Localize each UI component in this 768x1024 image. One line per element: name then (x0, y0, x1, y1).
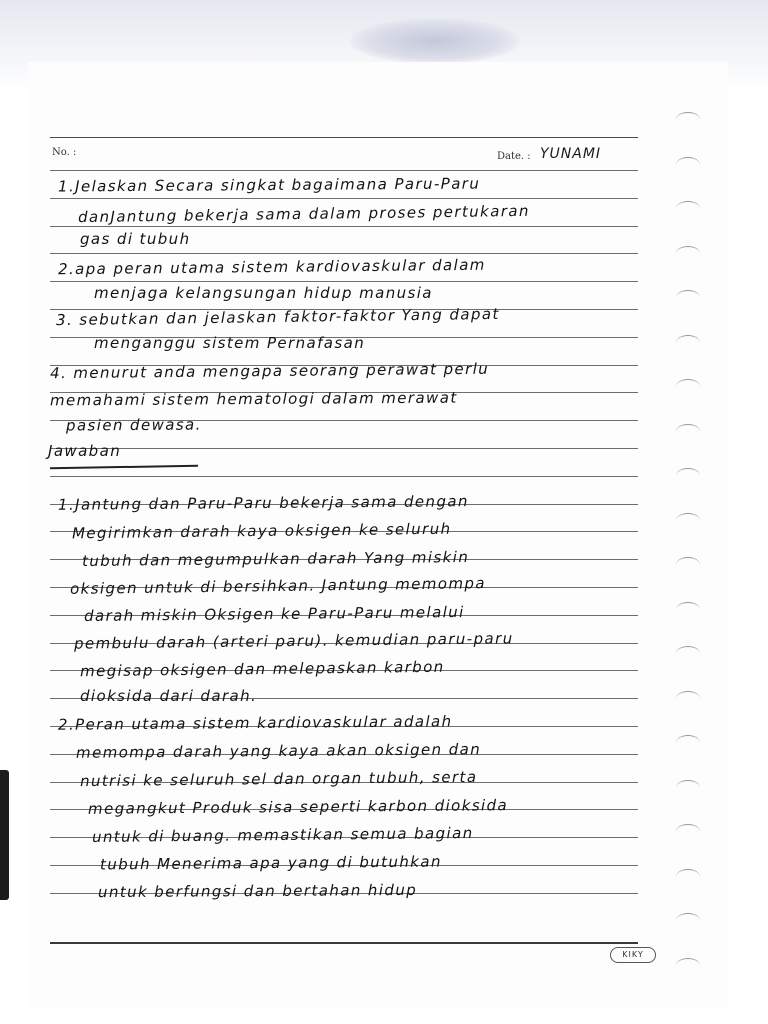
text-line: 1.Jantung dan Paru-Paru bekerja sama dengan (57, 492, 469, 514)
ruled-line (50, 226, 638, 227)
binding-hole (676, 157, 700, 172)
ruled-line (50, 448, 638, 449)
text-line: 1.Jelaskan Secara singkat bagaimana Paru-Paru (57, 174, 481, 196)
binding-hole (676, 246, 700, 261)
binding-hole (676, 424, 700, 439)
text-line: oksigen untuk di bersihkan. Jantung memompa (69, 574, 487, 598)
binding-hole (676, 112, 700, 127)
text-line: untuk berfungsi dan bertahan hidup (97, 880, 418, 902)
text-line: 4. menurut anda mengapa seorang perawat perlu (49, 359, 490, 383)
binding-hole (676, 735, 700, 750)
text-line: megisap oksigen dan melepaskan karbon (79, 657, 445, 681)
text-line: megangkut Produk sisa seperti karbon dioksida (87, 796, 509, 818)
no-label: No. : (52, 147, 77, 158)
text-line: pasien dewasa. (65, 415, 202, 435)
binding-hole (676, 958, 700, 973)
text-line: untuk di buang. memastikan semua bagian (91, 824, 474, 846)
date-label: Date. : (497, 151, 531, 162)
text-line: Megirimkan darah kaya oksigen ke seluruh (71, 519, 452, 543)
binding-hole (676, 468, 700, 483)
ruled-line (50, 476, 638, 477)
text-line: menganggu sistem Pernafasan (94, 334, 366, 352)
text-line: darah miskin Oksigen ke Paru-Paru melalui (83, 603, 465, 625)
binding-hole (676, 201, 700, 216)
ruled-line (50, 253, 638, 254)
text-line: memahami sistem hematologi dalam merawat (49, 388, 458, 410)
text-line: nutrisi ke seluruh sel dan organ tubuh, serta (79, 767, 478, 791)
bottom-rule (50, 942, 638, 944)
binding-hole (676, 602, 700, 617)
binding-hole (676, 913, 700, 928)
text-line: pembulu darah (arteri paru). kemudian paru-paru (73, 629, 514, 653)
ruled-line (50, 281, 638, 282)
binding-hole (676, 290, 700, 305)
binding-hole (676, 379, 700, 394)
text-line: 3. sebutkan dan jelaskan faktor-faktor Yang dapat (55, 304, 500, 330)
text-line: tubuh dan megumpulkan darah Yang miskin (81, 547, 470, 571)
binding-holes (670, 100, 710, 980)
binding-hole (676, 780, 700, 795)
binding-hole (676, 869, 700, 884)
binding-hole (676, 557, 700, 572)
text-line: danJantung bekerja sama dalam proses pertukaran (77, 201, 530, 227)
binding-hole (676, 335, 700, 350)
text-line: tubuh Menerima apa yang di butuhkan (99, 852, 442, 874)
dark-edge (0, 770, 9, 900)
binding-hole (676, 646, 700, 661)
brand-logo: KIKY (610, 947, 656, 963)
text-line: dioksida dari darah. (80, 687, 258, 705)
text-line: gas di tubuh (80, 230, 191, 248)
ruled-line (50, 170, 638, 171)
ruled-line (50, 198, 638, 199)
text-line: menjaga kelangsungan hidup manusia (94, 284, 433, 302)
binding-hole (676, 513, 700, 528)
shadow-blob (350, 18, 520, 64)
text-line: 2.apa peran utama sistem kardiovaskular dalam (57, 255, 486, 279)
binding-hole (676, 691, 700, 706)
date-value: YUNAMI (540, 146, 602, 162)
text-line: 2.Peran utama sistem kardiovaskular adalah (57, 712, 453, 734)
text-line: memompa darah yang kaya akan oksigen dan (75, 740, 482, 762)
top-rule (50, 137, 638, 138)
binding-hole (676, 824, 700, 839)
text-line: Jawaban (48, 442, 122, 460)
